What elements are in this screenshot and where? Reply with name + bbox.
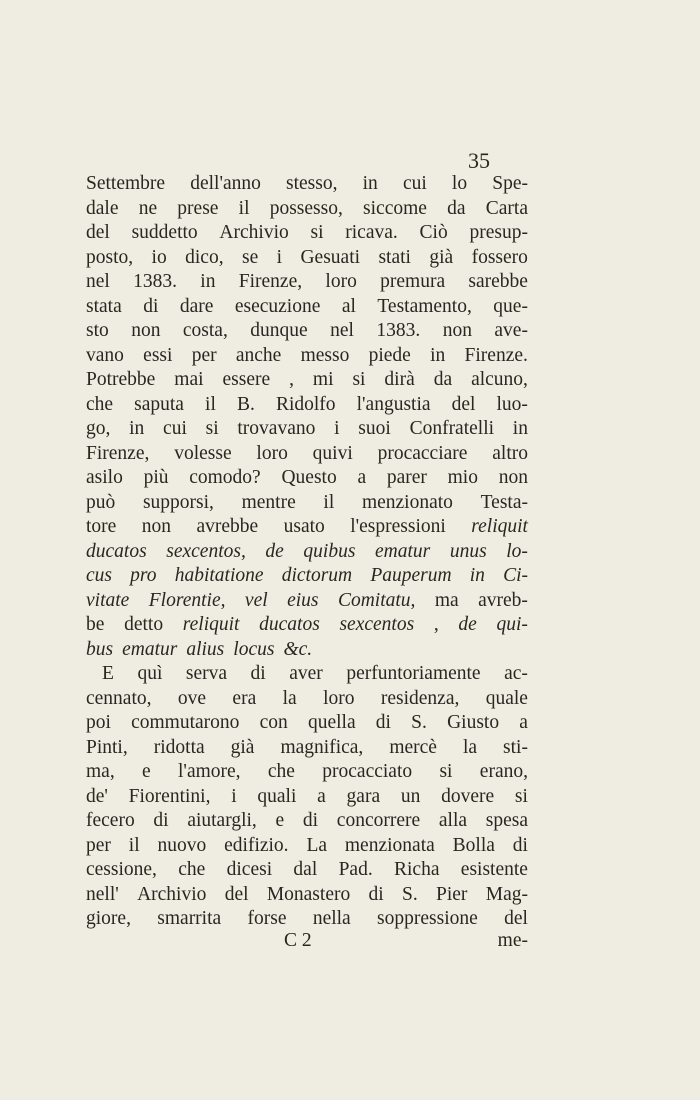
word: nella [312, 908, 351, 929]
word: cui [163, 418, 187, 439]
word: Pauperum [370, 565, 452, 586]
word: S. [411, 712, 427, 733]
word: Gesuati [300, 246, 361, 268]
word: ridotta [153, 736, 205, 758]
word: se [241, 246, 259, 268]
word: da [433, 369, 453, 390]
word: sti- [503, 736, 528, 758]
body-text [86, 172, 528, 932]
word: B. [236, 393, 255, 415]
word: sexcentos [339, 614, 415, 635]
word: messo [300, 344, 350, 366]
word: anche [235, 344, 282, 366]
word: mio [447, 467, 478, 488]
word: Pier [436, 883, 468, 905]
text-line [86, 466, 528, 491]
word: dicesi [226, 859, 273, 880]
word: i [276, 246, 283, 268]
word: essere [222, 369, 271, 390]
word: Firenze, [238, 271, 303, 292]
word: quali [257, 785, 297, 807]
word: supporsi, [142, 491, 214, 513]
word: concorrere [336, 810, 421, 831]
word: dell'anno [190, 173, 261, 194]
word: si [310, 222, 324, 243]
word: smarrita [157, 908, 222, 929]
word: loro [323, 687, 355, 709]
word: aiutargli, [187, 810, 257, 831]
word: eius [287, 589, 319, 611]
word: E [102, 663, 114, 684]
text-line [86, 540, 528, 565]
word: volesse [174, 442, 232, 464]
word: dunque [250, 320, 308, 341]
word: il [238, 197, 250, 219]
text-line [86, 246, 528, 271]
text-line [86, 417, 528, 442]
word: alcuno, [471, 369, 528, 390]
word: in [430, 344, 446, 366]
word: dovere [441, 785, 495, 807]
word: al [341, 295, 356, 317]
text-line [86, 785, 528, 810]
word: non [442, 320, 472, 341]
word: comodo? [189, 467, 261, 488]
word: essi [143, 344, 173, 366]
text-line [86, 442, 528, 467]
text-line [86, 319, 528, 344]
word: l'espressioni [350, 516, 446, 537]
word: qui- [496, 614, 528, 635]
page-footer [86, 928, 528, 954]
word: Bolla [452, 834, 495, 856]
word: vitate [86, 589, 130, 611]
word: in [129, 418, 145, 439]
word: stesso, [286, 173, 338, 194]
word: cennato, [86, 687, 152, 709]
text-line [86, 344, 528, 369]
text-line [86, 221, 528, 246]
word: Firenze. [464, 344, 528, 366]
word: non [498, 467, 528, 488]
word: del [451, 393, 476, 415]
word: Fiorentini, [128, 785, 211, 807]
word: dico, [185, 246, 224, 268]
word: e [142, 761, 151, 782]
word: in [200, 271, 216, 292]
word: fecero [86, 810, 135, 831]
word: Pinti, [86, 736, 128, 758]
text-line [86, 638, 528, 663]
word: vano [86, 344, 124, 366]
word: dirà [384, 369, 415, 390]
text-line [86, 368, 528, 393]
word: S. [401, 883, 418, 905]
word: con [259, 712, 288, 733]
word: procacciare [377, 442, 468, 464]
word: di [302, 810, 319, 831]
word: presup- [469, 222, 528, 243]
word: trovavano [237, 418, 316, 439]
word: a [317, 785, 326, 807]
word: siccome [363, 197, 427, 219]
word: cui [402, 173, 427, 194]
word: più [143, 467, 169, 488]
text-line [86, 711, 528, 736]
word: que- [493, 295, 528, 317]
word: io [151, 246, 167, 268]
word: serva [185, 663, 228, 684]
word: di [250, 663, 266, 684]
text-line [86, 613, 528, 638]
word: i [334, 418, 340, 439]
word: esistente [460, 859, 528, 880]
word: Carta [485, 197, 528, 219]
word: cessione, [86, 859, 157, 880]
word: giore, [86, 908, 131, 929]
word: soppressione [377, 908, 478, 929]
word: già [230, 736, 255, 758]
word: suoi [358, 418, 391, 439]
text-line [86, 515, 528, 540]
text-line [86, 662, 528, 687]
word: il [205, 393, 216, 415]
word: a [519, 712, 528, 733]
word: dal [293, 859, 318, 880]
word: residenza, [380, 687, 460, 709]
word: avrebbe [196, 516, 259, 537]
word: gara [346, 785, 381, 807]
word: Mag- [485, 883, 528, 905]
word: menzionata [344, 834, 435, 856]
word: ematur [375, 540, 431, 562]
word: La [306, 834, 328, 856]
word: locus [233, 638, 275, 660]
word: nel [330, 320, 354, 341]
word: reliquit [471, 516, 528, 537]
word: ave- [494, 320, 528, 341]
word: vel [244, 589, 268, 611]
word: luo- [496, 393, 528, 415]
word: avreb- [478, 589, 528, 611]
text-line [86, 760, 528, 785]
word: Giusto [447, 712, 500, 733]
word: Testa- [480, 491, 528, 513]
word: l'angustia [356, 393, 431, 415]
word: già [429, 246, 454, 268]
word: mercè [389, 736, 437, 758]
word: Comitatu, [337, 589, 416, 611]
word: stata [86, 295, 122, 317]
word: Ridolfo [275, 393, 336, 415]
text-line [86, 393, 528, 418]
word: e [275, 810, 285, 831]
text-line [86, 564, 528, 589]
word: del [86, 222, 110, 243]
word: stati [378, 246, 411, 268]
text-line [86, 270, 528, 295]
word: il [128, 834, 140, 856]
word: può [86, 491, 116, 513]
word: unus [449, 540, 487, 562]
word: forse [247, 908, 287, 929]
word: mi [312, 369, 334, 390]
text-line [86, 172, 528, 197]
word: si [352, 369, 366, 390]
word: ricava. [345, 222, 398, 243]
word: commutarono [131, 712, 240, 733]
word: quì [137, 663, 163, 684]
word: saputa [134, 393, 184, 415]
text-line [86, 687, 528, 712]
word: &c. [283, 638, 313, 660]
word: poi [86, 712, 111, 733]
word: quivi [312, 442, 353, 464]
text-line [86, 295, 528, 320]
word: Spe- [492, 173, 528, 194]
word: prese [177, 197, 219, 219]
word: Settembre [86, 173, 166, 194]
word: del [224, 883, 249, 905]
word: Pad. [338, 859, 373, 880]
word: la [282, 687, 297, 709]
text-line [86, 883, 528, 908]
word: sto [86, 320, 109, 341]
word: per [191, 344, 217, 366]
word: Ciò [419, 222, 448, 243]
word: spesa [485, 810, 528, 831]
word: erano, [479, 761, 528, 782]
word: lo [451, 173, 468, 194]
word: magnifica, [280, 736, 364, 758]
word: possesso, [269, 197, 343, 219]
word: Potrebbe [86, 369, 156, 390]
word: un [400, 785, 421, 807]
word: procacciato [322, 761, 413, 782]
word: ducatos [86, 540, 147, 562]
word: nuovo [157, 834, 207, 856]
word: bus [86, 638, 114, 660]
word: da [447, 197, 466, 219]
signature-mark: C 2 [284, 930, 312, 951]
word: fossero [471, 246, 528, 268]
word: in [469, 565, 485, 586]
word: del [504, 908, 528, 929]
word: in [362, 173, 378, 194]
word: mai [174, 369, 204, 390]
word: Testamento, [377, 295, 472, 317]
word: de [458, 614, 477, 635]
word: posto, [86, 246, 134, 268]
word: altro [492, 442, 528, 464]
word: in [512, 418, 528, 439]
word: mentre [241, 491, 296, 513]
word: nell' [86, 883, 119, 905]
word: usato [283, 516, 325, 537]
text-line [86, 834, 528, 859]
word: menzionato [361, 491, 453, 513]
word: di [143, 295, 159, 317]
text-line [86, 589, 528, 614]
word: pro [130, 565, 157, 586]
word: lo- [506, 540, 528, 562]
word: Monastero [266, 883, 351, 905]
word: i [231, 785, 237, 807]
word: nel [86, 271, 110, 292]
word: edifizio. [224, 834, 289, 856]
word: Archivio [219, 222, 289, 243]
word: detto [124, 614, 164, 635]
word: che [267, 761, 295, 782]
word: dale [86, 197, 119, 219]
text-line [86, 809, 528, 834]
word: Florentie, [148, 589, 226, 611]
word: di [375, 712, 391, 733]
word: non [131, 320, 161, 341]
word: suddetto [131, 222, 198, 243]
word: sarebbe [468, 271, 528, 292]
word: alius [186, 638, 225, 660]
word: Questo [281, 467, 337, 488]
word: parer [386, 467, 427, 488]
word: Firenze, [86, 442, 150, 464]
word: si [439, 761, 453, 782]
page-number: 35 [468, 148, 490, 173]
word: l'amore, [178, 761, 241, 782]
text-line [86, 858, 528, 883]
word: , [289, 369, 294, 390]
word: il [323, 491, 335, 513]
word: 1383. [133, 271, 177, 292]
word: a [357, 467, 367, 488]
word: 1383. [376, 320, 421, 341]
word: la [462, 736, 478, 758]
word: go, [86, 418, 111, 439]
word: tore [86, 516, 117, 537]
text-line [86, 736, 528, 761]
word: per [86, 834, 111, 856]
word: di [512, 834, 528, 856]
word: habitatione [174, 565, 264, 586]
word: si [205, 418, 219, 439]
word: loro [256, 442, 288, 464]
word: be [86, 614, 105, 635]
word: sexcentos, [166, 540, 246, 562]
word: di [368, 883, 384, 905]
word: Ci- [503, 565, 528, 586]
catchword: me- [497, 930, 528, 951]
word: non [141, 516, 172, 537]
word: quale [485, 687, 528, 709]
word: ma [434, 589, 459, 611]
word: ducatos [259, 614, 320, 635]
word: de [265, 540, 284, 562]
word: asilo [86, 467, 123, 488]
word: quibus [303, 540, 356, 562]
word: perfuntoriamente [346, 663, 481, 684]
word: costa, [182, 320, 228, 341]
word: dare [179, 295, 214, 317]
word: ma, [86, 761, 115, 782]
text-line [86, 197, 528, 222]
word: cus [86, 565, 112, 586]
word: alla [438, 810, 468, 831]
word: premura [380, 271, 446, 292]
word: Archivio [137, 883, 207, 905]
word: era [232, 687, 257, 709]
word: aver [289, 663, 323, 684]
word: de' [86, 785, 108, 807]
text-line [86, 491, 528, 516]
word: esecuzione [234, 295, 321, 317]
word: Confratelli [409, 418, 495, 439]
word: di [153, 810, 169, 831]
word: ac- [504, 663, 528, 684]
word: quella [307, 712, 356, 733]
word: ematur [122, 638, 178, 660]
word: reliquit [182, 614, 240, 635]
word: Richa [394, 859, 440, 880]
word: che [86, 393, 114, 415]
word: loro [325, 271, 357, 292]
word: piede [368, 344, 411, 366]
word: che [178, 859, 206, 880]
word: ne [138, 197, 158, 219]
word: dictorum [281, 565, 353, 586]
word: , [433, 614, 439, 635]
word: si [514, 785, 528, 807]
word: ove [177, 687, 207, 709]
